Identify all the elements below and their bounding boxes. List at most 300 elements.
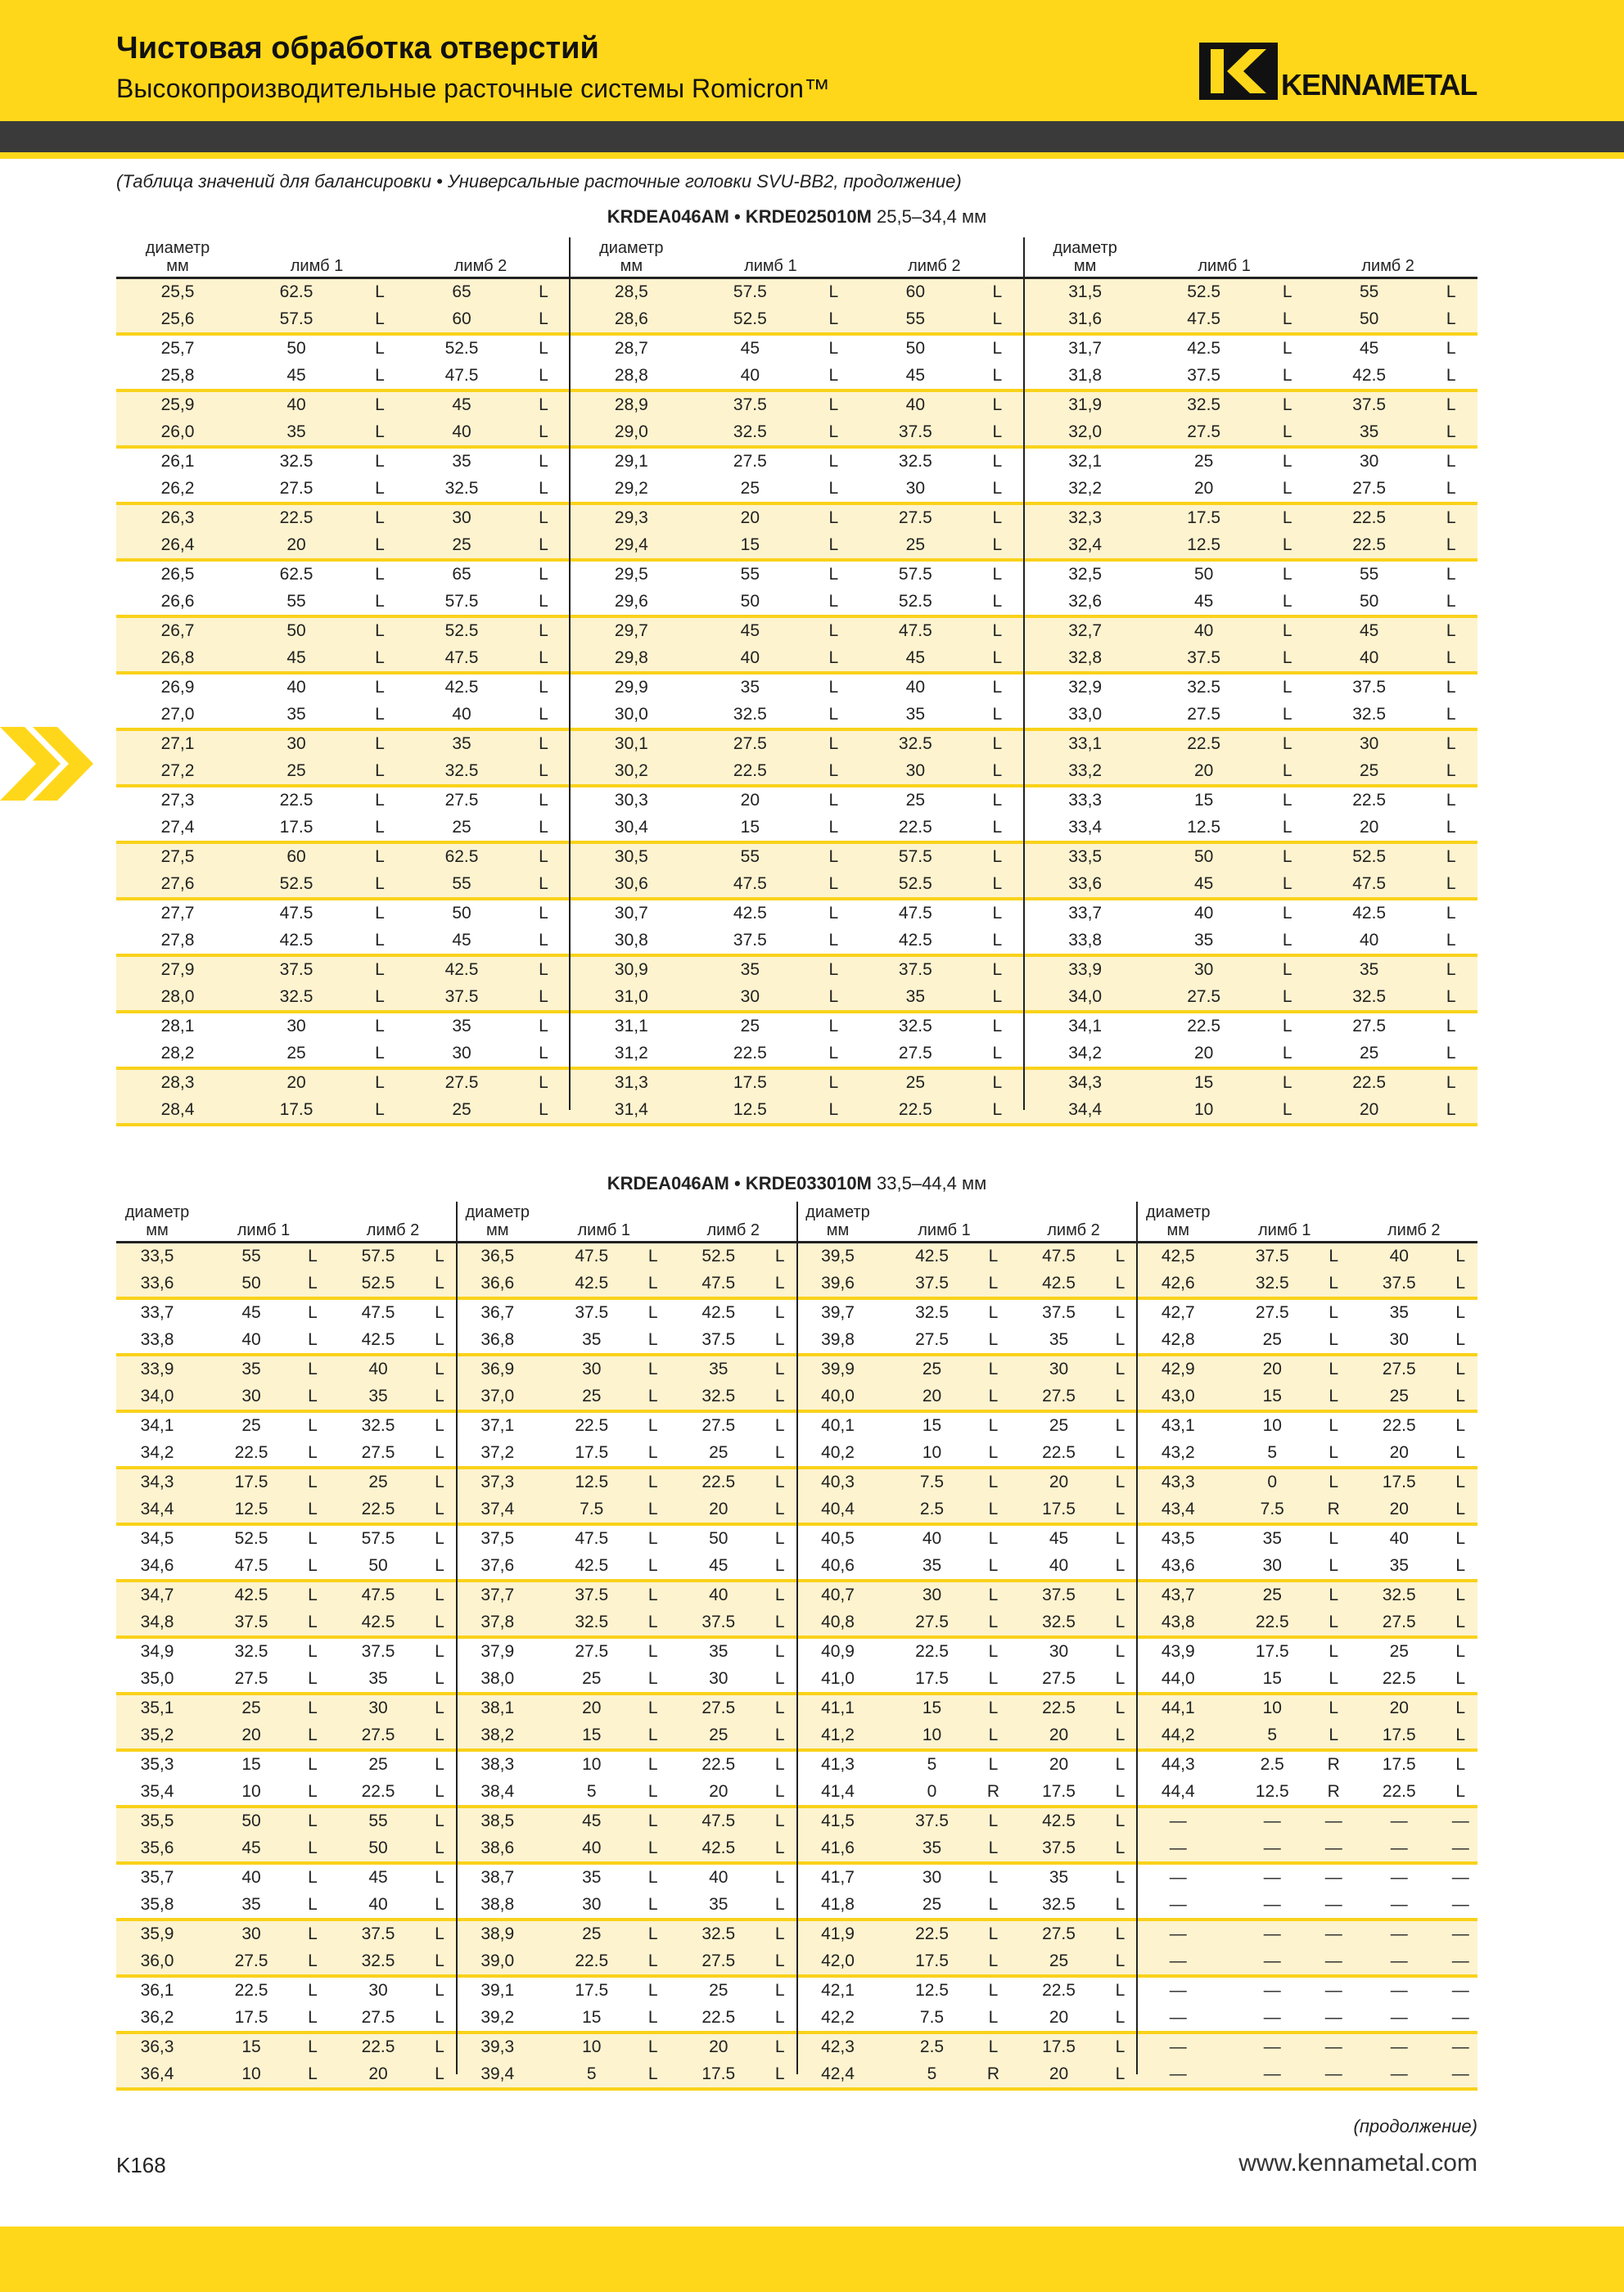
table-cell: L bbox=[1455, 1442, 1466, 1462]
table-cell: 37,9 bbox=[480, 1642, 515, 1661]
table-cell: 17.5 bbox=[234, 2007, 268, 2027]
table-cell: 35,3 bbox=[140, 1755, 174, 1774]
table-cell: 45 bbox=[582, 1811, 602, 1830]
website-link[interactable]: www.kennametal.com bbox=[1238, 2150, 1477, 2177]
table-cell: 34,0 bbox=[140, 1386, 174, 1405]
column-header: диаметр мм bbox=[465, 1203, 530, 1239]
table-cell: L bbox=[992, 873, 1003, 893]
table-cell: 25 bbox=[740, 1017, 760, 1035]
table-cell: L bbox=[435, 1612, 444, 1631]
table-cell: 45 bbox=[905, 365, 925, 385]
table-cell: 37.5 bbox=[444, 986, 479, 1006]
table-cell: 25 bbox=[286, 1043, 306, 1063]
table-cell: 40 bbox=[740, 365, 760, 385]
table-cell: L bbox=[1329, 1642, 1339, 1661]
table-cell: 25 bbox=[709, 1442, 729, 1462]
table-cell: 55 bbox=[368, 1811, 388, 1830]
table-cell: 30 bbox=[582, 1360, 602, 1378]
table-cell: 52.5 bbox=[733, 309, 767, 328]
table-cell: L bbox=[308, 1951, 318, 1970]
table-cell: 27.5 bbox=[1382, 1612, 1416, 1631]
table-cell: L bbox=[1282, 452, 1292, 471]
table-cell: L bbox=[1446, 395, 1456, 414]
table-cell: L bbox=[435, 1360, 444, 1378]
table-cell: L bbox=[1282, 1043, 1292, 1063]
table-cell: — bbox=[1263, 2037, 1281, 2056]
table-cell: 34,2 bbox=[1068, 1043, 1103, 1063]
table-cell: 27.5 bbox=[279, 478, 314, 498]
table-cell: 60 bbox=[286, 847, 306, 866]
table-cell: 17.5 bbox=[1187, 508, 1221, 527]
table-cell: 52.5 bbox=[361, 1273, 395, 1293]
table-cell: 25 bbox=[1193, 452, 1214, 471]
table-cell: 47.5 bbox=[361, 1586, 395, 1604]
table-cell: 37,6 bbox=[480, 1555, 515, 1575]
table-cell: L bbox=[435, 1555, 444, 1575]
table-cell: — bbox=[1169, 2064, 1187, 2083]
table-cell: L bbox=[1446, 309, 1456, 328]
table-cell: L bbox=[988, 1247, 999, 1266]
table-cell: L bbox=[539, 760, 548, 780]
table-cell: 5 bbox=[1267, 1442, 1278, 1462]
table-cell: L bbox=[375, 591, 385, 611]
table-cell: — bbox=[1263, 1924, 1281, 1943]
table-cell: L bbox=[828, 591, 839, 611]
table-cell: 25 bbox=[905, 791, 925, 810]
table-cell: 10 bbox=[1262, 1699, 1282, 1717]
table-cell: 42.5 bbox=[279, 930, 314, 950]
table-cell: 30,6 bbox=[614, 873, 648, 893]
table-cell: 22.5 bbox=[1255, 1612, 1289, 1631]
table-cell: L bbox=[988, 1725, 999, 1744]
table-cell: 40 bbox=[452, 422, 471, 441]
table-cell: 30 bbox=[922, 1868, 942, 1887]
table-cell: L bbox=[308, 1360, 318, 1378]
table-cell: L bbox=[375, 930, 385, 950]
table-cell: L bbox=[647, 1360, 658, 1378]
table-cell: L bbox=[828, 508, 839, 527]
table-cell: L bbox=[828, 791, 839, 810]
table-cell: 40 bbox=[582, 1838, 602, 1857]
table-cell: L bbox=[1446, 339, 1456, 358]
table-cell: L bbox=[539, 452, 548, 471]
table-cell: 37.5 bbox=[361, 1924, 395, 1943]
table-cell: L bbox=[375, 565, 385, 584]
table-cell: L bbox=[992, 1043, 1003, 1063]
table-cell: 47.5 bbox=[444, 365, 479, 385]
table-cell: 52.5 bbox=[1187, 282, 1221, 301]
table-cell: 32.5 bbox=[701, 1924, 736, 1943]
table-cell: 20 bbox=[709, 1781, 729, 1801]
table-cell: L bbox=[1115, 1838, 1126, 1857]
table-cell: 44,4 bbox=[1161, 1781, 1195, 1801]
table-row bbox=[116, 1040, 1477, 1067]
table-cell: 15 bbox=[922, 1699, 942, 1717]
table-cell: 35 bbox=[1389, 1555, 1409, 1575]
table-cell: L bbox=[774, 1499, 785, 1518]
table-cell: 65 bbox=[452, 282, 471, 301]
table-cell: L bbox=[992, 791, 1003, 810]
table-cell: 27.5 bbox=[1352, 478, 1387, 498]
table-cell: 43,4 bbox=[1161, 1499, 1195, 1518]
table-cell: L bbox=[1115, 2064, 1126, 2083]
table-cell: 38,0 bbox=[480, 1668, 515, 1688]
table-cell: L bbox=[988, 1329, 999, 1349]
table-cell: L bbox=[647, 1924, 658, 1943]
table-cell: 30,0 bbox=[614, 704, 648, 724]
table-cell: L bbox=[992, 734, 1003, 753]
table-cell: 38,1 bbox=[480, 1699, 515, 1717]
table-cell: 30 bbox=[286, 734, 306, 753]
table-cell: 45 bbox=[905, 647, 925, 667]
table-cell: 32,8 bbox=[1068, 647, 1103, 667]
table-cell: 20 bbox=[740, 791, 760, 810]
table-cell: 50 bbox=[1359, 309, 1379, 328]
table-cell: 17.5 bbox=[279, 817, 314, 837]
table-cell: L bbox=[1115, 1781, 1126, 1801]
table-cell: 30 bbox=[1049, 1360, 1069, 1378]
table-cell: 36,2 bbox=[140, 2007, 174, 2027]
table-cell: 30 bbox=[1262, 1555, 1282, 1575]
table-cell: 52.5 bbox=[444, 339, 479, 358]
table-cell: 40 bbox=[241, 1868, 261, 1887]
table-cell: L bbox=[308, 1416, 318, 1435]
table-cell: 2.5 bbox=[919, 1499, 945, 1518]
table-cell: L bbox=[539, 986, 548, 1006]
table-cell: 35,7 bbox=[140, 1868, 174, 1887]
table-cell: 30 bbox=[368, 1981, 388, 2000]
table-cell: L bbox=[375, 339, 385, 358]
table-cell: 35 bbox=[452, 1017, 471, 1035]
column-header: лимб 1 bbox=[918, 1221, 971, 1239]
table-cell: L bbox=[988, 1442, 999, 1462]
table-cell: 37.5 bbox=[234, 1612, 268, 1631]
table-cell: 39,8 bbox=[821, 1329, 855, 1349]
table-cell: 41,5 bbox=[821, 1811, 855, 1830]
table-cell: L bbox=[308, 1642, 318, 1661]
table-cell: L bbox=[992, 395, 1003, 414]
table-cell: 37.5 bbox=[1352, 678, 1387, 697]
table-cell: 27.5 bbox=[234, 1668, 268, 1688]
table-cell: 31,6 bbox=[1068, 309, 1103, 328]
table-cell: 30 bbox=[452, 1043, 471, 1063]
table-cell: 50 bbox=[452, 904, 471, 923]
table-cell: L bbox=[1329, 1473, 1339, 1491]
table-cell: 10 bbox=[241, 1781, 261, 1801]
table-cell: L bbox=[1446, 817, 1456, 837]
table-cell: 27.5 bbox=[701, 1951, 736, 1970]
table-cell: — bbox=[1169, 2007, 1187, 2027]
table-cell: L bbox=[1282, 734, 1292, 753]
table-cell: L bbox=[1282, 1073, 1292, 1092]
table-cell: L bbox=[435, 1247, 444, 1266]
table-cell: L bbox=[774, 1725, 785, 1744]
table-cell: 37.5 bbox=[915, 1273, 949, 1293]
table-cell: 12.5 bbox=[915, 1981, 949, 2000]
table-cell: 37.5 bbox=[701, 1329, 736, 1349]
table-cell: 26,7 bbox=[160, 621, 195, 640]
table-cell: 42,9 bbox=[1161, 1360, 1195, 1378]
table-cell: L bbox=[375, 704, 385, 724]
table-cell: L bbox=[992, 904, 1003, 923]
table-cell: 57.5 bbox=[279, 309, 314, 328]
table-cell: 40,3 bbox=[821, 1473, 855, 1491]
table-cell: 32,3 bbox=[1068, 508, 1103, 527]
table-cell: L bbox=[308, 1529, 318, 1548]
table-cell: 38,5 bbox=[480, 1811, 515, 1830]
table-cell: 26,0 bbox=[160, 422, 195, 441]
table-cell: — bbox=[1324, 1894, 1342, 1914]
table-cell: 20 bbox=[1049, 2064, 1069, 2083]
table-cell: 20 bbox=[241, 1725, 261, 1744]
table-cell: 29,1 bbox=[614, 452, 648, 471]
table-row bbox=[116, 363, 1477, 390]
table-cell: L bbox=[1446, 647, 1456, 667]
table-cell: 27.5 bbox=[1352, 1017, 1387, 1035]
table-cell: 33,9 bbox=[1068, 960, 1103, 979]
table-cell: 50 bbox=[368, 1838, 388, 1857]
table-cell: L bbox=[375, 1017, 385, 1035]
table-cell: — bbox=[1390, 1924, 1408, 1943]
table-cell: L bbox=[1115, 1386, 1126, 1405]
table-cell: L bbox=[375, 422, 385, 441]
table-cell: L bbox=[539, 422, 548, 441]
table-cell: 30 bbox=[922, 1586, 942, 1604]
table-cell: L bbox=[1446, 930, 1456, 950]
table-cell: 31,0 bbox=[614, 986, 648, 1006]
table-cell: 45 bbox=[709, 1555, 729, 1575]
table-cell: 27.5 bbox=[898, 508, 932, 527]
table-cell: L bbox=[992, 621, 1003, 640]
table-cell: 42,3 bbox=[821, 2037, 855, 2056]
table-cell: 42.5 bbox=[575, 1273, 609, 1293]
table-cell: 36,7 bbox=[480, 1303, 515, 1322]
table-cell: L bbox=[1115, 1473, 1126, 1491]
table-cell: 35 bbox=[1049, 1329, 1069, 1349]
table-cell: L bbox=[828, 309, 839, 328]
table-cell: 35 bbox=[1049, 1868, 1069, 1887]
table-cell: 41,0 bbox=[821, 1668, 855, 1688]
table-cell: L bbox=[539, 1099, 548, 1119]
table-cell: L bbox=[647, 1668, 658, 1688]
table-cell: L bbox=[647, 1555, 658, 1575]
table-cell: L bbox=[988, 1386, 999, 1405]
table-cell: 37.5 bbox=[898, 422, 932, 441]
table-cell: 0 bbox=[927, 1781, 937, 1801]
table-cell: 39,9 bbox=[821, 1360, 855, 1378]
table-cell: 15 bbox=[1262, 1668, 1282, 1688]
table-cell: L bbox=[435, 1725, 444, 1744]
table-cell: L bbox=[828, 986, 839, 1006]
table-cell: 37,2 bbox=[480, 1442, 515, 1462]
table-cell: 50 bbox=[740, 591, 760, 611]
table-cell: L bbox=[375, 452, 385, 471]
row-group bbox=[116, 336, 1477, 389]
table-cell: 10 bbox=[582, 2037, 602, 2056]
row-group bbox=[116, 844, 1477, 897]
table-cell: L bbox=[647, 1781, 658, 1801]
table-cell: L bbox=[774, 1981, 785, 2000]
table-cell: 47.5 bbox=[898, 621, 932, 640]
table-cell: 60 bbox=[905, 282, 925, 301]
table-cell: 38,8 bbox=[480, 1894, 515, 1914]
table-cell: 32.5 bbox=[701, 1386, 736, 1405]
column-header: лимб 2 bbox=[366, 1221, 420, 1239]
table-cell: 42.5 bbox=[1352, 904, 1387, 923]
table-cell: 28,2 bbox=[160, 1043, 195, 1063]
table-cell: 45 bbox=[1359, 621, 1379, 640]
table-cell: 25,8 bbox=[160, 365, 195, 385]
table-cell: L bbox=[992, 678, 1003, 697]
row-group bbox=[116, 279, 1477, 332]
table-cell: L bbox=[1446, 422, 1456, 441]
table-cell: — bbox=[1451, 1981, 1469, 2000]
table-cell: 25 bbox=[1389, 1642, 1409, 1661]
table-cell: 29,8 bbox=[614, 647, 648, 667]
table-cell: 47.5 bbox=[733, 873, 767, 893]
table-cell: 25 bbox=[905, 535, 925, 554]
table-cell: L bbox=[988, 1755, 999, 1774]
table-cell: L bbox=[539, 930, 548, 950]
table-cell: 27.5 bbox=[361, 1442, 395, 1462]
table-cell: L bbox=[992, 930, 1003, 950]
table-cell: L bbox=[828, 873, 839, 893]
table-cell: L bbox=[1115, 1555, 1126, 1575]
table-cell: 47.5 bbox=[444, 647, 479, 667]
table-cell: 27,0 bbox=[160, 704, 195, 724]
table-cell: 47.5 bbox=[361, 1303, 395, 1322]
table-cell: L bbox=[647, 1303, 658, 1322]
table-cell: 15 bbox=[740, 535, 760, 554]
table-cell: 29,3 bbox=[614, 508, 648, 527]
table-cell: 29,9 bbox=[614, 678, 648, 697]
table-cell: — bbox=[1451, 2007, 1469, 2027]
table-cell: L bbox=[647, 1642, 658, 1661]
table-cell: 29,0 bbox=[614, 422, 648, 441]
table-cell: — bbox=[1390, 1951, 1408, 1970]
table-cell: 26,1 bbox=[160, 452, 195, 471]
row-group bbox=[116, 1013, 1477, 1067]
table-cell: 20 bbox=[1049, 2007, 1069, 2027]
table-cell: L bbox=[1455, 1725, 1466, 1744]
column-header: диаметр мм bbox=[1146, 1203, 1211, 1239]
table-cell: — bbox=[1263, 2007, 1281, 2027]
table-1-caption bbox=[116, 206, 1477, 228]
table-cell: L bbox=[774, 1386, 785, 1405]
table-cell: 26,4 bbox=[160, 535, 195, 554]
table-cell: 30 bbox=[368, 1699, 388, 1717]
table-cell: L bbox=[435, 1303, 444, 1322]
table-cell: L bbox=[539, 678, 548, 697]
table-cell: 17.5 bbox=[1042, 2037, 1076, 2056]
table-cell: 35 bbox=[368, 1386, 388, 1405]
table-cell: L bbox=[992, 591, 1003, 611]
table-cell: L bbox=[308, 1273, 318, 1293]
table-cell: R bbox=[1327, 1755, 1340, 1774]
table-cell: 35 bbox=[286, 704, 306, 724]
balance-table-2 bbox=[116, 1202, 1477, 2091]
table-cell: L bbox=[992, 535, 1003, 554]
table-cell: 55 bbox=[905, 309, 925, 328]
table-cell: 25 bbox=[922, 1894, 942, 1914]
table-cell: L bbox=[308, 1329, 318, 1349]
table-cell: 38,3 bbox=[480, 1755, 515, 1774]
table-cell: 20 bbox=[1359, 817, 1379, 837]
column-header: лимб 1 bbox=[1198, 257, 1251, 275]
table-cell: 36,6 bbox=[480, 1273, 515, 1293]
table-cell: 25 bbox=[582, 1386, 602, 1405]
table-cell: 39,0 bbox=[480, 1951, 515, 1970]
table-cell: 28,8 bbox=[614, 365, 648, 385]
column-header: лимб 1 bbox=[744, 257, 797, 275]
table-cell: 32.5 bbox=[361, 1951, 395, 1970]
table-cell: 22.5 bbox=[1382, 1416, 1416, 1435]
table-cell: 47.5 bbox=[1187, 309, 1221, 328]
header-yellow-stripe bbox=[0, 152, 1624, 159]
table-row bbox=[116, 787, 1477, 814]
table-cell: 42.5 bbox=[701, 1303, 736, 1322]
table-cell: 27,1 bbox=[160, 734, 195, 753]
table-cell: — bbox=[1169, 2037, 1187, 2056]
table-cell: L bbox=[992, 339, 1003, 358]
table-cell: L bbox=[828, 847, 839, 866]
table-cell: L bbox=[1329, 1360, 1339, 1378]
table-cell: L bbox=[774, 1781, 785, 1801]
table-cell: 62.5 bbox=[279, 565, 314, 584]
table-cell: L bbox=[539, 704, 548, 724]
table-cell: 44,3 bbox=[1161, 1755, 1195, 1774]
row-group bbox=[116, 392, 1477, 445]
table-cell: L bbox=[375, 395, 385, 414]
table-cell: 20 bbox=[1193, 760, 1214, 780]
table-cell: 17.5 bbox=[915, 1951, 949, 1970]
table-cell: 32.5 bbox=[1042, 1894, 1076, 1914]
table-cell: 32.5 bbox=[1352, 986, 1387, 1006]
table-cell: — bbox=[1390, 1811, 1408, 1830]
table-cell: 50 bbox=[286, 621, 306, 640]
table-cell: L bbox=[1446, 621, 1456, 640]
table-cell: 33,9 bbox=[140, 1360, 174, 1378]
table-cell: L bbox=[992, 760, 1003, 780]
table-cell: 30 bbox=[582, 1894, 602, 1914]
table-cell: 27,6 bbox=[160, 873, 195, 893]
table-cell: 34,9 bbox=[140, 1642, 174, 1661]
table-cell: L bbox=[1282, 422, 1292, 441]
table-cell: 25 bbox=[452, 817, 471, 837]
table-cell: 43,9 bbox=[1161, 1642, 1195, 1661]
table-cell: 47.5 bbox=[701, 1811, 736, 1830]
table-cell: L bbox=[375, 1043, 385, 1063]
table-cell: 22.5 bbox=[1352, 1073, 1387, 1092]
table-cell: 35 bbox=[582, 1868, 602, 1887]
table-cell: 28,5 bbox=[614, 282, 648, 301]
table-cell: 37.5 bbox=[1042, 1838, 1076, 1857]
table-cell: L bbox=[435, 1529, 444, 1548]
table-cell: 32,2 bbox=[1068, 478, 1103, 498]
table-cell: 45 bbox=[740, 339, 760, 358]
column-header: диаметр мм bbox=[1053, 239, 1117, 275]
row-group bbox=[116, 1070, 1477, 1123]
table-cell: — bbox=[1263, 1868, 1281, 1887]
table-cell: L bbox=[435, 1668, 444, 1688]
table-cell: 25 bbox=[709, 1725, 729, 1744]
table-cell: 27,7 bbox=[160, 904, 195, 923]
table-cell: 36,4 bbox=[140, 2064, 174, 2083]
table-cell: — bbox=[1324, 1924, 1342, 1943]
table-cell: 35,8 bbox=[140, 1894, 174, 1914]
table-cell: L bbox=[992, 452, 1003, 471]
table-row bbox=[116, 419, 1477, 446]
